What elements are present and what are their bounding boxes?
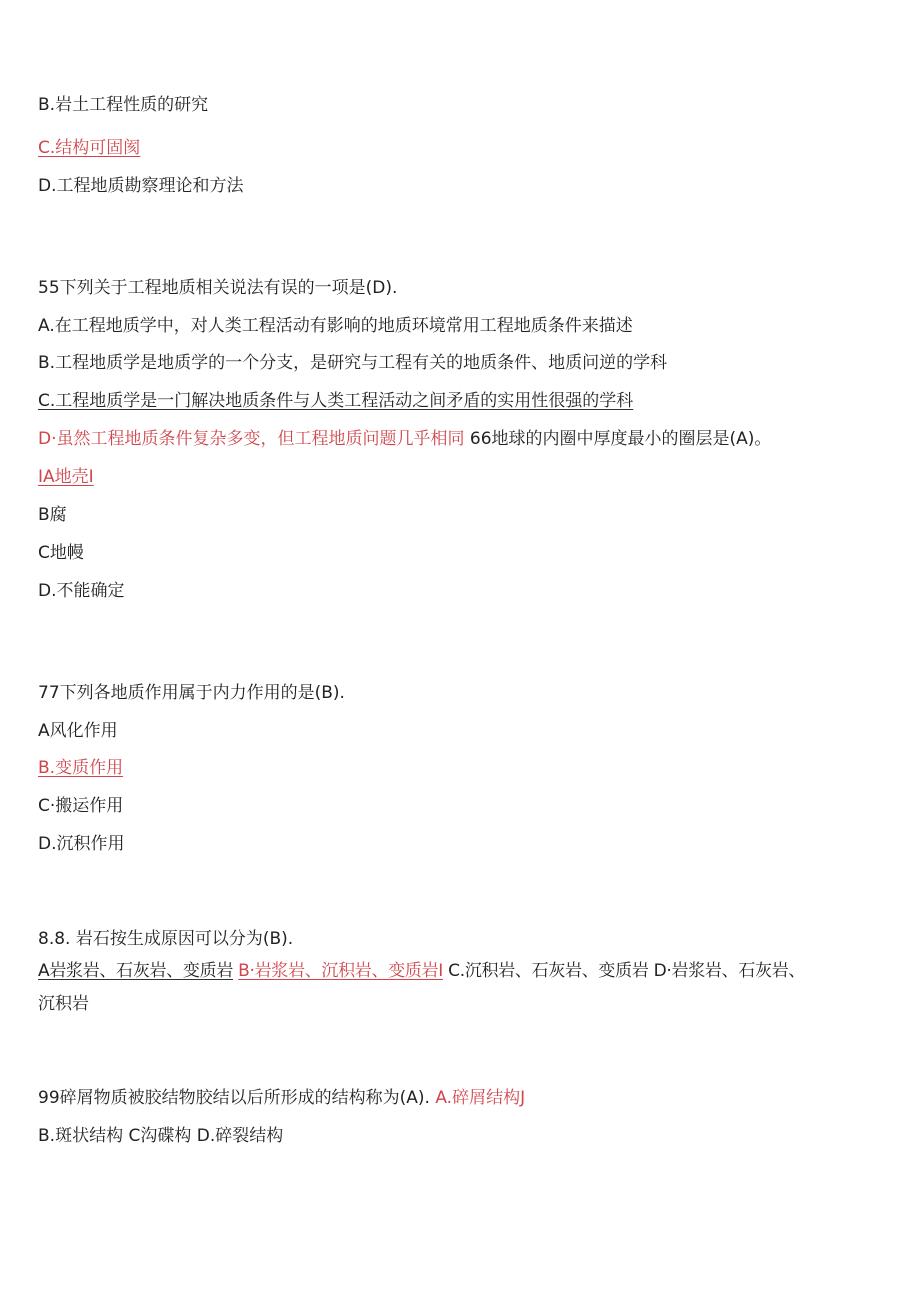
question-66-option-d: D.不能确定 [38,581,125,601]
question-55-option-b: B.工程地质学是地质学的一个分支，是研究与工程有关的地质条件、地质问逆的学科 [38,353,668,373]
question-66: 66地球的内圈中厚度最小的圈层是(A)。 [469,429,772,449]
question-88-option-a: A岩浆岩、石灰岩、变质岩 [38,961,234,981]
option-d-theory: D.工程地质勘察理论和方法 [38,176,244,196]
question-66-option-a-answer: IA地壳I [38,467,94,487]
question-55-option-a: A.在工程地质学中，对人类工程活动有影响的地质环境常用工程地质条件来描述 [38,316,633,336]
question-77: 77下列各地质作用属于内力作用的是(B). [38,683,345,703]
question-88-option-d-cont: 沉积岩 [38,994,89,1014]
question-88-options [38,960,805,982]
question-55: 55下列关于工程地质相关说法有误的一项是(D). [38,278,398,298]
question-88-option-c: C.沉积岩、石灰岩、变质岩 [448,961,649,981]
question-99-options: B.斑状结构 C沟碟构 D.碎裂结构 [38,1126,284,1146]
question-55-option-d-and-66 [38,428,771,450]
option-c-answer: C.结构可固阂 [38,138,141,158]
question-55-option-c: C.工程地质学是一门解决地质条件与人类工程活动之间矛盾的实用性很强的学科 [38,391,634,411]
question-77-option-d: D.沉积作用 [38,834,125,854]
option-b-geotech: B.岩土工程性质的研究 [38,95,209,115]
question-88-option-b-answer: B·岩浆岩、沉积岩、变质岩I [238,961,444,981]
question-77-option-b-answer: B.变质作用 [38,758,124,778]
question-77-option-a: A风化作用 [38,721,118,741]
question-88: 8.8. 岩石按生成原因可以分为(B). [38,929,294,949]
question-99 [38,1087,525,1109]
question-66-option-b: B腐 [38,505,67,525]
question-99-option-a-answer: A.碎屑结构J [435,1088,526,1108]
question-99-stem: 99碎屑物质被胶结物胶结以后所形成的结构称为(A). [38,1088,430,1108]
question-55-answer: D·虽然工程地质条件复杂多变，但工程地质问题几乎相同 [38,429,465,449]
question-66-option-c: C地幔 [38,543,84,563]
question-77-option-c: C·搬运作用 [38,796,124,816]
question-88-option-d: D·岩浆岩、石灰岩、 [653,961,806,981]
